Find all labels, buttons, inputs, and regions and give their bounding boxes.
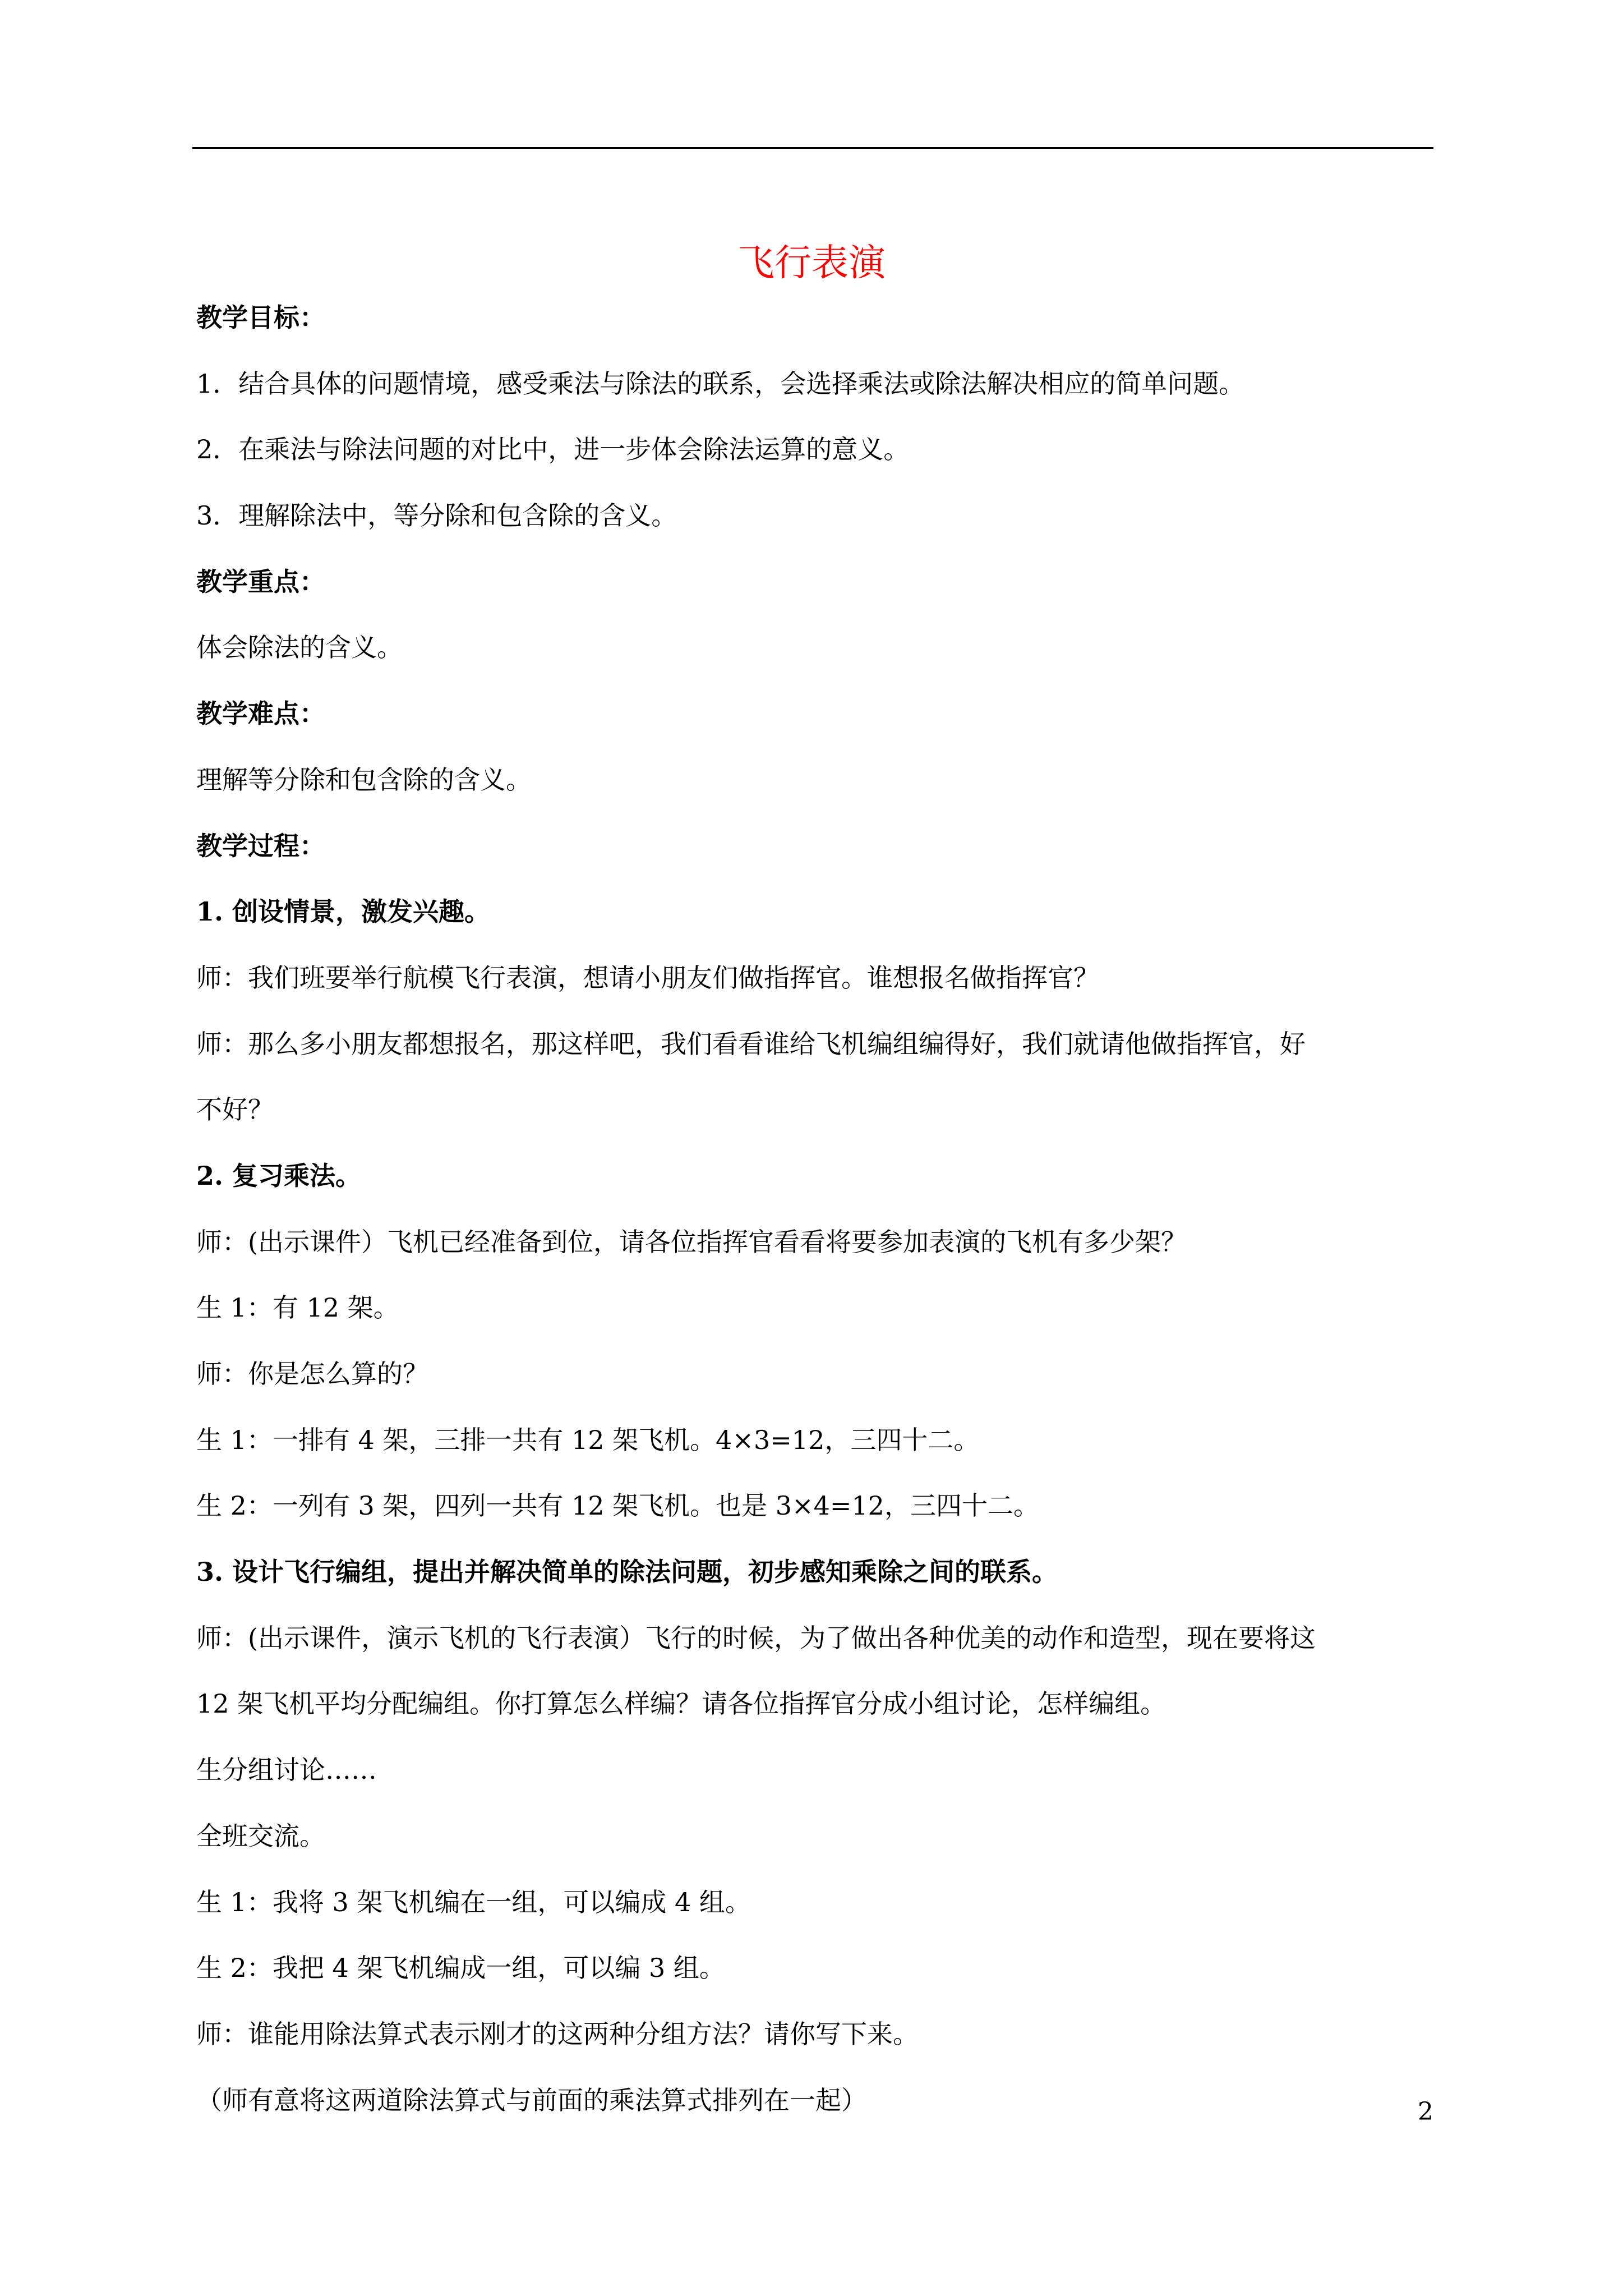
text-line: 教学过程：: [196, 830, 325, 861]
text-line: 生 1：有 12 架。: [196, 1292, 399, 1323]
header-rule: [192, 147, 1433, 149]
text-line: 2. 复习乘法。: [196, 1160, 362, 1191]
text-line: 体会除法的含义。: [196, 632, 403, 663]
text-line: 全班交流。: [196, 1820, 325, 1851]
text-line: 教学目标：: [196, 302, 325, 333]
text-line: 生 2：我把 4 架飞机编成一组，可以编 3 组。: [196, 1953, 725, 1984]
text-line: 理解等分除和包含除的含义。: [196, 764, 532, 795]
text-line: 12 架飞机平均分配编组。你打算怎么样编？请各位指挥官分成小组讨论，怎样编组。: [196, 1688, 1166, 1719]
text-line: 不好？: [196, 1094, 274, 1125]
text-line: 1．结合具体的问题情境，感受乘法与除法的联系，会选择乘法或除法解决相应的简单问题。: [196, 368, 1245, 399]
text-line: 师：(出示课件）飞机已经准备到位，请各位指挥官看看将要参加表演的飞机有多少架？: [196, 1226, 1187, 1257]
text-line: 师：谁能用除法算式表示刚才的这两种分组方法？请你写下来。: [196, 2018, 919, 2049]
text-line: 1. 创设情景，激发兴趣。: [196, 896, 491, 927]
text-line: 生分组讨论……: [196, 1755, 377, 1786]
page-number: 2: [1418, 2097, 1433, 2126]
text-line: 师：那么多小朋友都想报名，那这样吧，我们看看谁给飞机编组编得好，我们就请他做指挥官，好: [196, 1028, 1306, 1059]
text-line: 师：(出示课件，演示飞机的飞行表演）飞行的时候，为了做出各种优美的动作和造型，现在要将这: [196, 1622, 1316, 1653]
text-line: 3．理解除法中，等分除和包含除的含义。: [196, 500, 677, 531]
text-line: 3. 设计飞行编组，提出并解决简单的除法问题，初步感知乘除之间的联系。: [196, 1557, 1058, 1588]
text-line: 师：你是怎么算的？: [196, 1359, 428, 1389]
text-line: 生 1：一排有 4 架，三排一共有 12 架飞机。4×3=12，三四十二。: [196, 1424, 980, 1455]
text-line: 2．在乘法与除法问题的对比中，进一步体会除法运算的意义。: [196, 434, 910, 465]
text-line: 师：我们班要举行航模飞行表演，想请小朋友们做指挥官。谁想报名做指挥官？: [196, 962, 1099, 993]
text-line: （师有意将这两道除法算式与前面的乘法算式排列在一起）: [196, 2085, 867, 2115]
text-line: 教学难点：: [196, 698, 325, 729]
document-title: 飞行表演: [737, 241, 886, 285]
text-line: 生 1：我将 3 架飞机编在一组，可以编成 4 组。: [196, 1887, 751, 1917]
text-line: 教学重点：: [196, 566, 325, 597]
document-body: [196, 285, 1433, 2133]
text-line: 生 2：一列有 3 架，四列一共有 12 架飞机。也是 3×4=12，三四十二。: [196, 1490, 1039, 1521]
